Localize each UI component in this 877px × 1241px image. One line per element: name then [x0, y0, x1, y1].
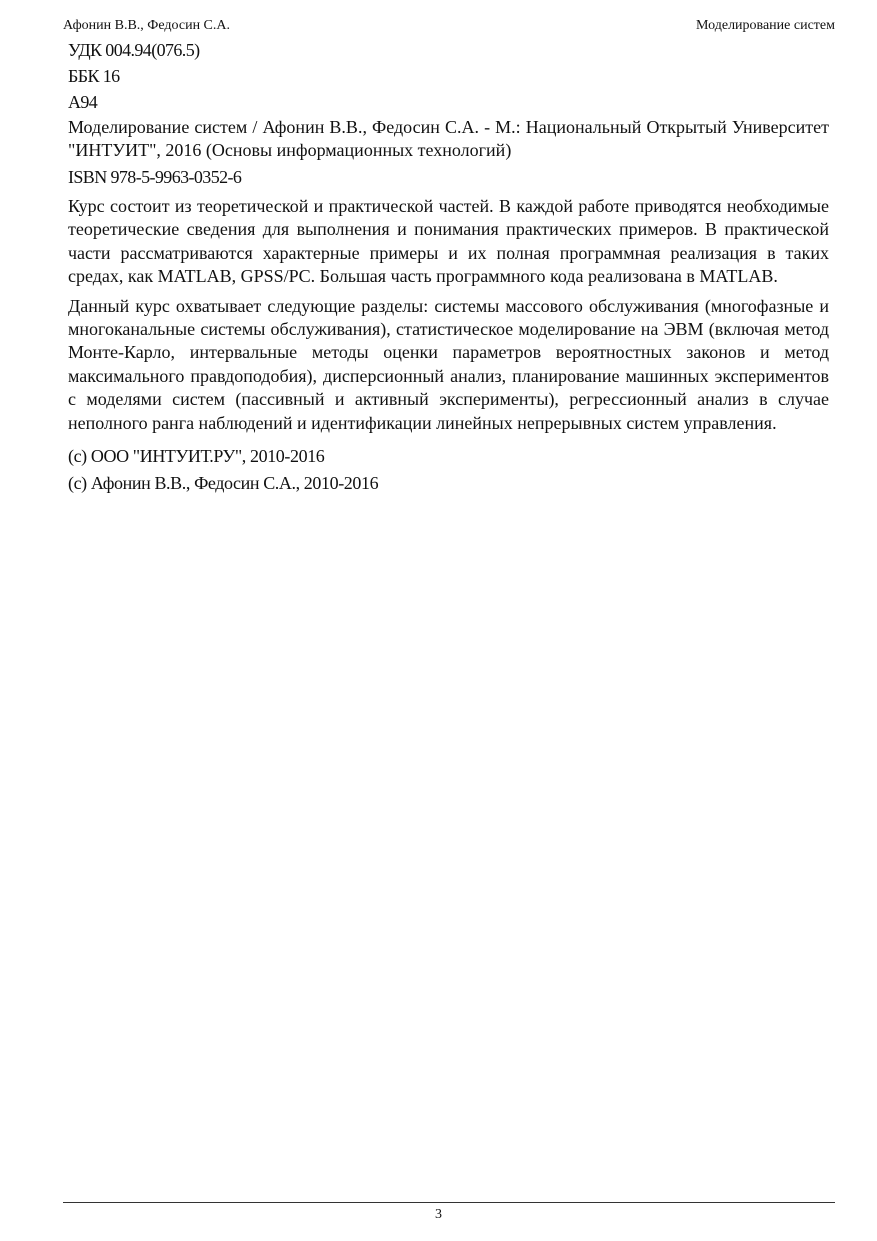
- udk-code: УДК 004.94(076.5): [68, 40, 200, 60]
- page-number: 3: [435, 1207, 442, 1222]
- bbk-code: ББК 16: [68, 66, 120, 86]
- abstract-paragraph: Курс состоит из теоретической и практической частей. В каждой работе приводятся необходимые теоретические сведения для выполнения и понимания практических примеров. В практической части рассматриваются характерные примеры и их полная программная реализация в таких средах, как MATLAB, GPSS/PC. Большая часть программного кода реализована в MATLAB.: [68, 196, 829, 287]
- page-content: [68, 37, 829, 497]
- author-mark: А94: [68, 92, 98, 112]
- isbn: ISBN 978-5-9963-0352-6: [68, 167, 242, 187]
- copyright-line: (c) Афонин В.В., Федосин С.А., 2010-2016: [68, 473, 379, 494]
- header-authors: Афонин В.В., Федосин С.А.: [63, 18, 231, 33]
- footer-divider: [63, 1202, 835, 1203]
- copyright-line: (c) ООО "ИНТУИТ.РУ", 2010-2016: [68, 446, 325, 467]
- copyright-block: [68, 443, 829, 497]
- header-title: Моделирование систем: [696, 18, 835, 33]
- bibliographic-entry: Моделирование систем / Афонин В.В., Федосин С.А. - М.: Национальный Открытый Университет "ИНТУИТ", 2016 (Основы информационных технологий): [68, 117, 829, 160]
- running-header: [63, 16, 835, 36]
- abstract-paragraph: Данный курс охватывает следующие разделы: системы массового обслуживания (многофазные и многоканальные системы обслуживания), статистическое моделирование на ЭВМ (включая метод Монте-Карло, интервальные методы оценки параметров вероятностных законов и метод максимального правдоподобия), дисперсионный анализ, планирование машинных экспериментов с моделями систем (пассивный и активный эксперименты), регрессионный анализ в случае неполного ранга наблюдений и идентификации линейных непрерывных систем управления.: [68, 295, 829, 433]
